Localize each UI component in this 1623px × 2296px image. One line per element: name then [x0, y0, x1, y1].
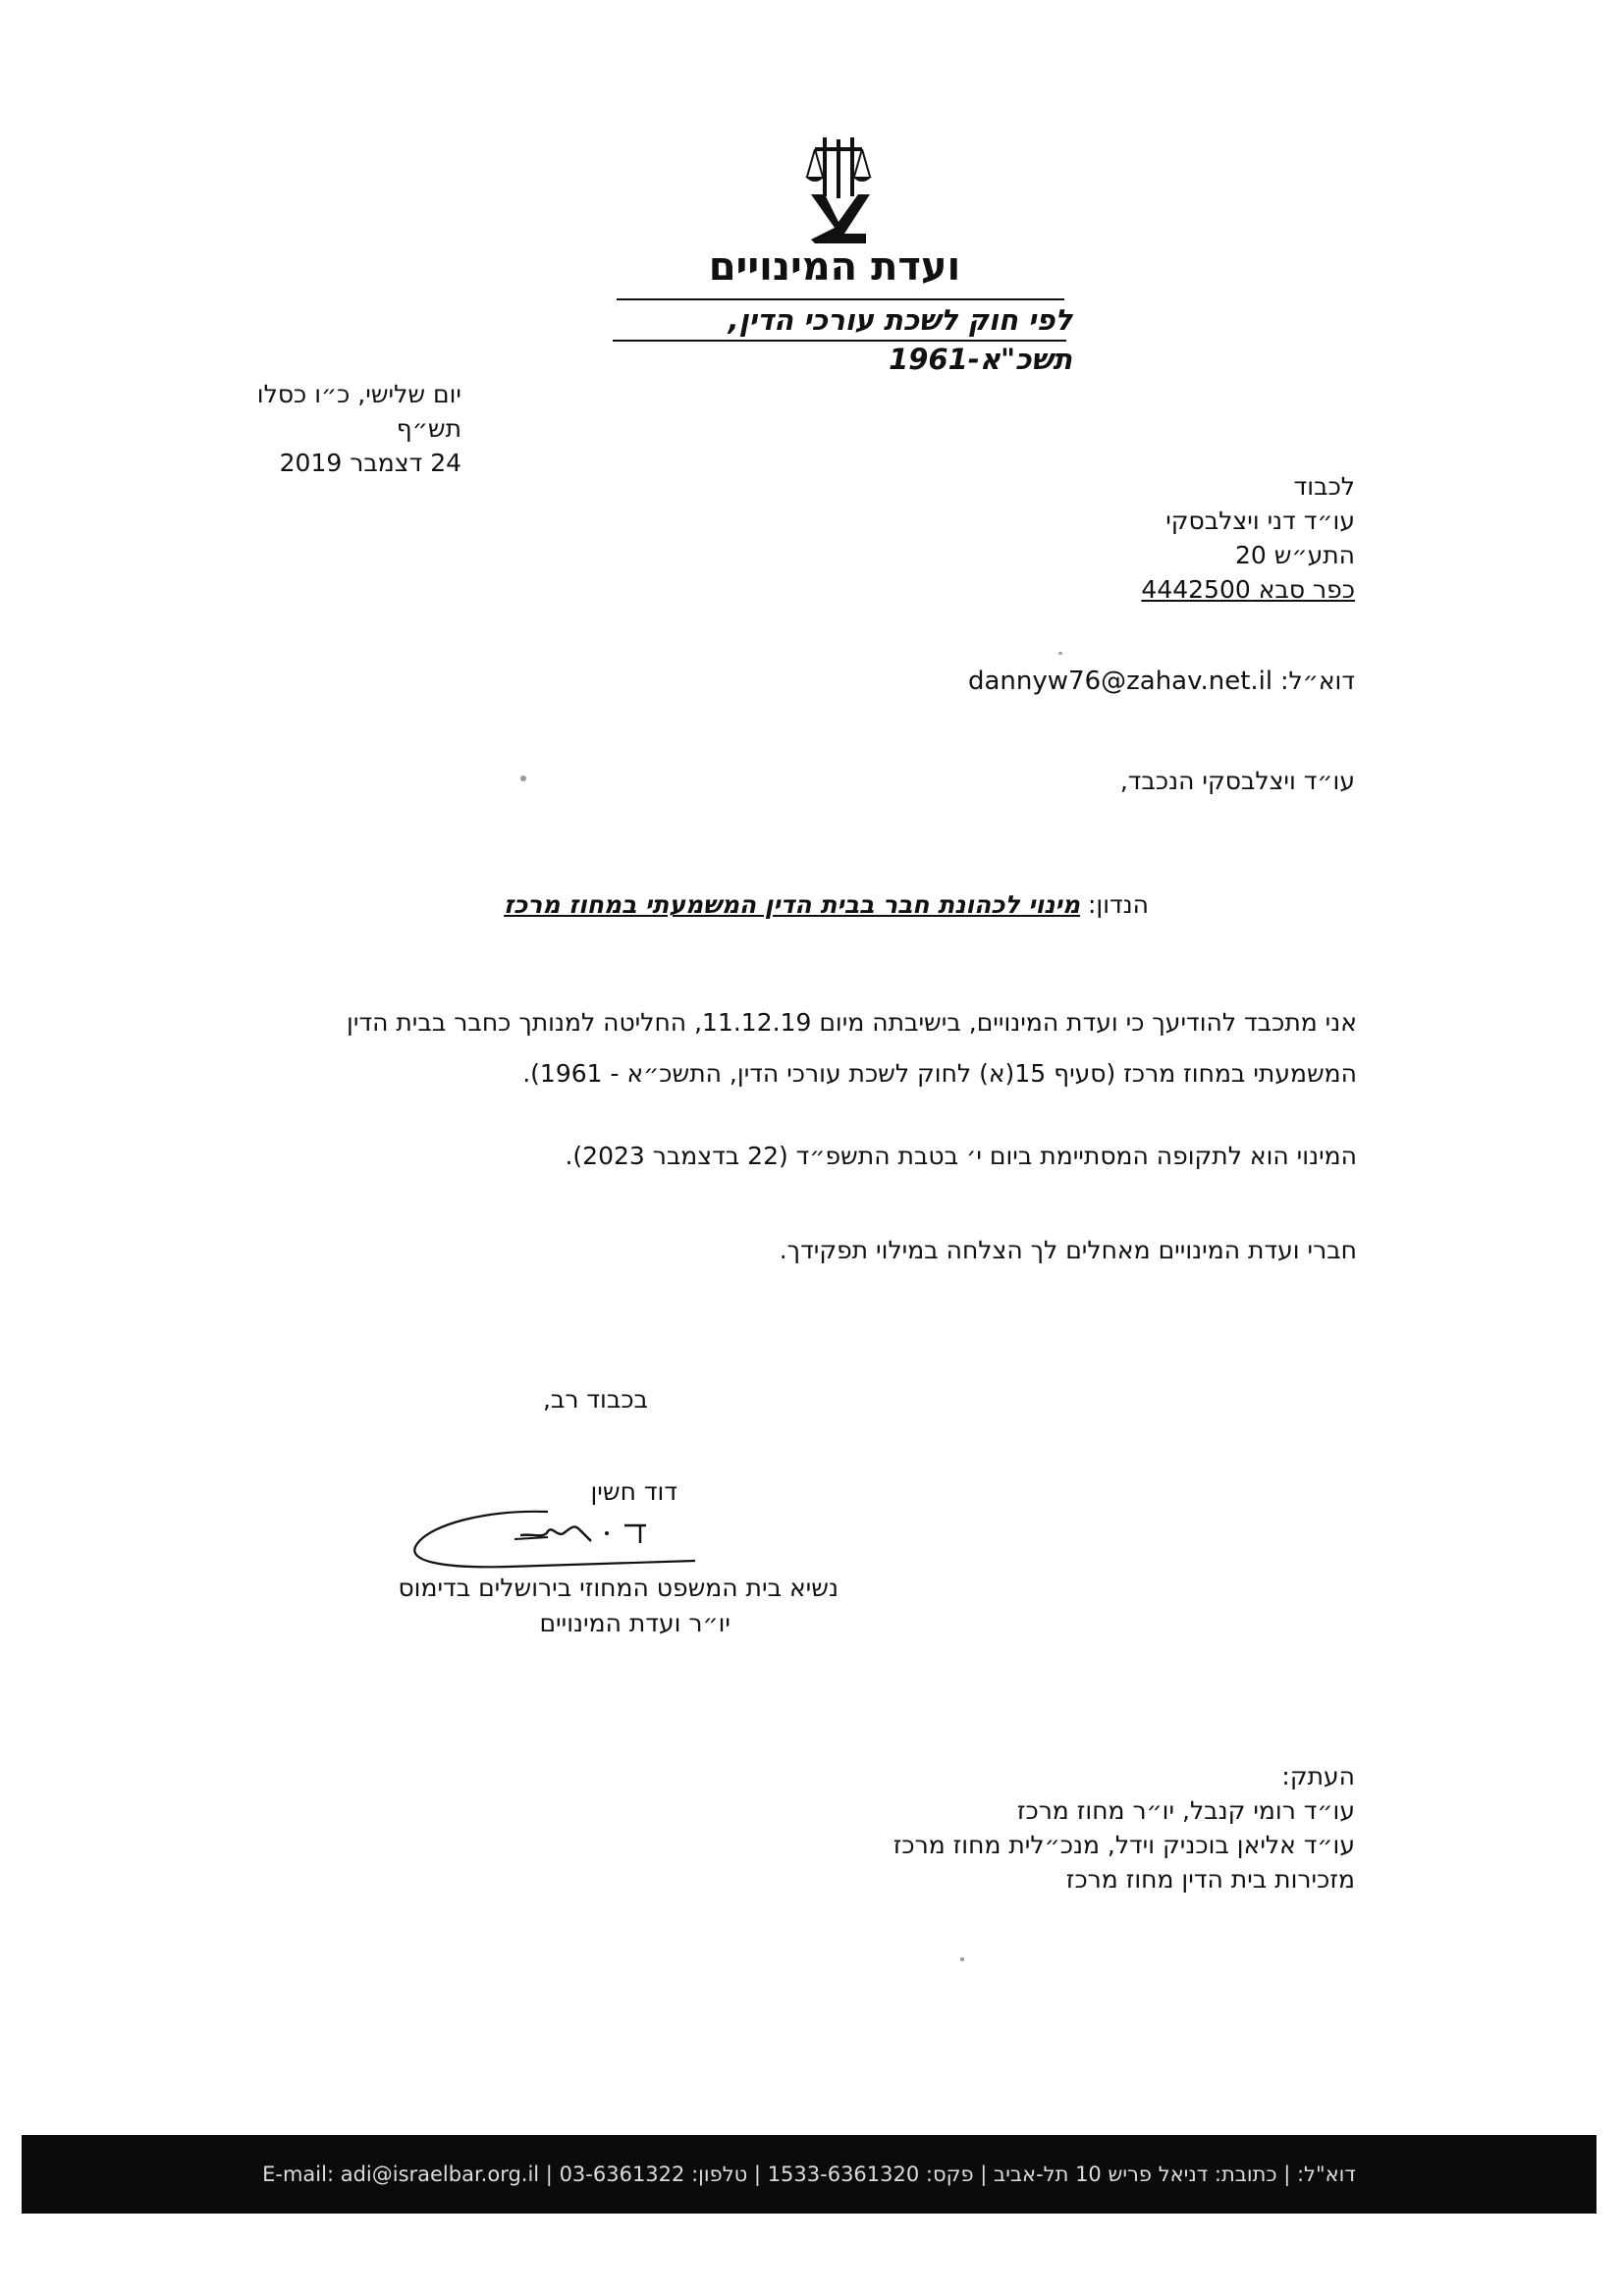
- email-value[interactable]: dannyw76@zahav.net.il: [967, 667, 1273, 696]
- subject-text: מינוי לכהונת חבר בבית הדין המשמעתי במחוז מרכז: [504, 890, 1080, 919]
- cc-block: [687, 1759, 1355, 1896]
- subject-label: הנדון:: [1087, 890, 1149, 919]
- org-subtitle: לפי חוק לשכת עורכי הדין, תשכ"א-1961: [728, 303, 1072, 376]
- signer-name: דוד חשין: [590, 1477, 677, 1506]
- salutation: עו״ד ויצלבסקי הנכבד,: [1119, 767, 1355, 795]
- signer-title-1: נשיא בית המשפט המחוזי בירושלים בדימוס: [398, 1574, 839, 1602]
- cc-label: העתק:: [1281, 1762, 1355, 1790]
- cc-item: עו״ד אליאן בוכניק וידל, מנכ״לית מחוז מרכז: [893, 1831, 1355, 1859]
- signer-title-2: יו״ר ועדת המינויים: [539, 1609, 730, 1637]
- recipient-name: עו״ד דני ויצלבסקי: [1165, 507, 1355, 535]
- subtitle-underline: [613, 340, 1066, 342]
- recipient-city: כפר סבא 4442500: [1141, 575, 1355, 604]
- recipient-honorific: לכבוד: [1293, 472, 1355, 501]
- recipient-street: התע״ש 20: [1235, 541, 1355, 569]
- cc-item: מזכירות בית הדין מחוז מרכז: [1065, 1865, 1355, 1894]
- footer-contact: E-mail: adi@israelbar.org.il | דוא"ל: | כתובת: דניאל פריש 10 תל-אביב | פקס: 1533-6361320 | טלפון: 03-6361322: [262, 2163, 1356, 2186]
- date-block: [196, 377, 461, 480]
- closing: בכבוד רב,: [542, 1385, 648, 1414]
- scan-speck: [1058, 652, 1062, 655]
- email-line: [884, 664, 1355, 699]
- org-name: ועדת המינויים: [708, 244, 961, 290]
- subject-line: [412, 887, 1149, 922]
- date-hebrew: יום שלישי, כ״ו כסלו תש״ף: [256, 380, 461, 443]
- scan-speck: [960, 1957, 964, 1961]
- cc-item: עו״ד רומי קנבל, יו״ר מחוז מרכז: [1016, 1796, 1355, 1825]
- body-paragraph-2: המינוי הוא לתקופה המסתיימת ביום י׳ בטבת התשפ״ד (22 בדצמבר 2023).: [565, 1142, 1357, 1170]
- date-gregorian: 24 דצמבר 2019: [279, 449, 461, 477]
- body-paragraph-1: אני מתכבד להודיעך כי ועדת המינויים, בישיבתה מיום 11.12.19, החליטה למנותך כחבר בבית הדין המשמעתי במחוז מרכז (סעיף 15(א) לחוק לשכת עורכי הדין, התשכ״א - 1961).: [347, 1008, 1357, 1088]
- scales-of-justice-ayin-icon: [801, 137, 876, 245]
- recipient-address: [1001, 469, 1355, 607]
- scan-speck: [520, 775, 526, 781]
- email-label: דוא״ל:: [1280, 667, 1355, 695]
- body-paragraph-3: חברי ועדת המינויים מאחלים לך הצלחה במילוי תפקידך.: [779, 1236, 1357, 1264]
